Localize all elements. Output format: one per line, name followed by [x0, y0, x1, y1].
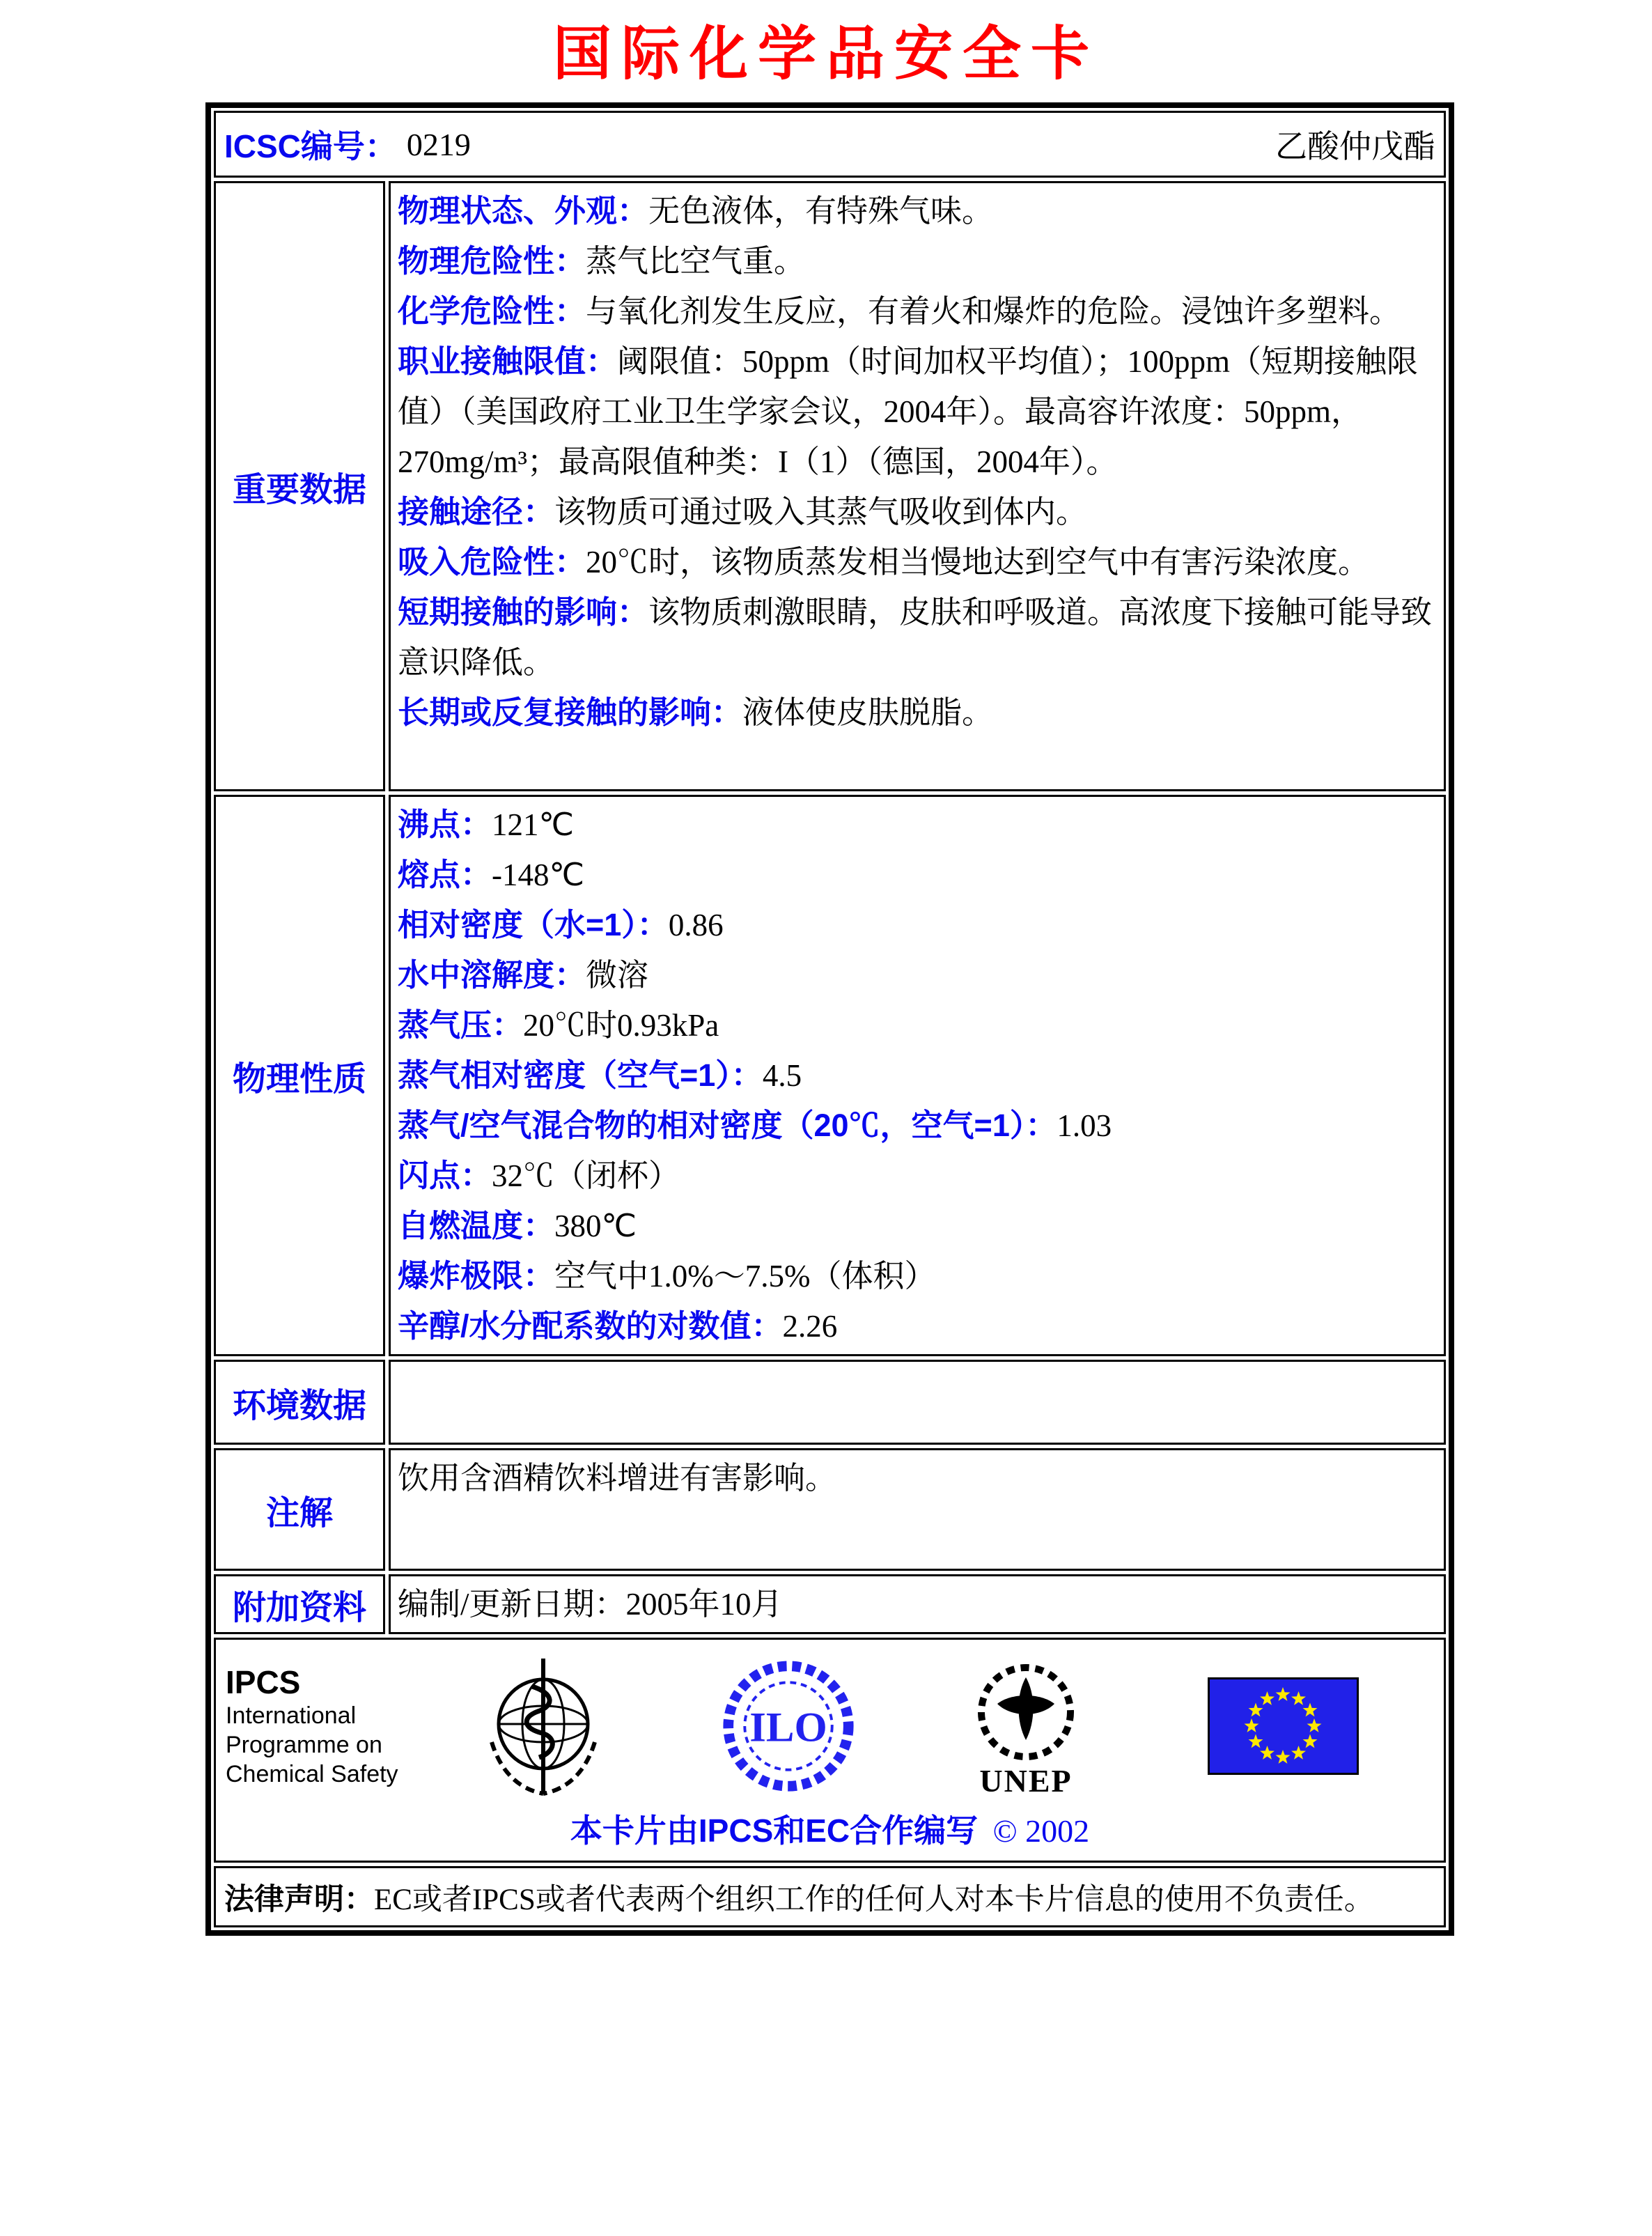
field-key: 蒸气/空气混合物的相对密度（20℃，空气=1）： [398, 1108, 1057, 1143]
section-notes [214, 1448, 1446, 1571]
field-row [398, 537, 1434, 587]
field-row [398, 487, 1434, 537]
legal-statement-label: 法律声明： [224, 1882, 374, 1916]
section-label-text: 重要数据 [232, 471, 366, 508]
field-row [398, 336, 1434, 487]
section-label-additional-info [214, 1574, 385, 1634]
field-value: 32℃（闭杯） [492, 1158, 680, 1193]
field-value: 与氧化剂发生反应，有着火和爆炸的危险。浸蚀许多塑料。 [586, 294, 1401, 329]
field-row [398, 688, 1434, 738]
section-environmental-data [214, 1360, 1446, 1445]
legal-cell [214, 1866, 1446, 1927]
section-content-notes [389, 1448, 1446, 1571]
copyright-text: © 2002 [992, 1813, 1090, 1849]
section-physical-properties [214, 795, 1446, 1356]
field-key: 长期或反复接触的影响： [398, 694, 743, 730]
unep-label: UNEP [979, 1763, 1073, 1799]
section-additional-info [214, 1574, 1446, 1634]
section-label-important-data [214, 181, 385, 791]
section-legal [214, 1866, 1446, 1927]
eu-flag-icon [1208, 1677, 1359, 1775]
who-logo-icon [483, 1654, 603, 1798]
field-value: 2.26 [782, 1309, 838, 1344]
icsc-number-label: ICSC编号： [224, 128, 397, 164]
field-row [398, 1251, 1434, 1301]
field-key: 物理危险性： [398, 243, 586, 279]
field-row [398, 1201, 1434, 1251]
section-content-environmental-data [389, 1360, 1446, 1445]
field-key: 蒸气相对密度（空气=1）： [398, 1057, 763, 1093]
ilo-monogram: ILO [749, 1704, 827, 1751]
field-row [398, 1151, 1434, 1201]
section-label-text: 附加资料 [232, 1589, 366, 1626]
field-row [398, 1050, 1434, 1101]
field-row [398, 587, 1434, 688]
chemical-name: 乙酸仲戊酯 [1275, 129, 1435, 164]
logos-cell [214, 1638, 1446, 1863]
section-content-important-data [389, 181, 1446, 791]
field-key: 相对密度（水=1）： [398, 907, 669, 942]
field-key: 编制/更新日期： [398, 1587, 626, 1622]
field-value: 380℃ [554, 1209, 637, 1243]
field-value: 蒸气比空气重。 [586, 244, 806, 279]
field-key: 水中溶解度： [398, 957, 586, 993]
field-value: 20℃时，该物质蒸发相当慢地达到空气中有害污染浓度。 [586, 545, 1370, 580]
field-key: 物理状态、外观： [398, 193, 649, 228]
field-value: 微溶 [586, 958, 649, 993]
field-value: 20℃时0.93kPa [523, 1008, 719, 1043]
field-key: 自燃温度： [398, 1208, 555, 1243]
field-key: 接触途径： [398, 494, 555, 529]
field-value: 121℃ [492, 807, 575, 842]
field-key: 闪点： [398, 1158, 492, 1193]
field-key: 辛醇/水分配系数的对数值： [398, 1308, 783, 1344]
icsc-number-value: 0219 [406, 126, 471, 162]
section-label-notes [214, 1448, 385, 1571]
field-value: 无色液体，有特殊气味。 [648, 194, 994, 228]
field-value: 该物质可通过吸入其蒸气吸收到体内。 [554, 495, 1088, 529]
field-value: 1.03 [1057, 1108, 1112, 1143]
section-label-environmental-data [214, 1360, 385, 1445]
logo-band [216, 1652, 1444, 1800]
field-key: 化学危险性： [398, 293, 586, 329]
field-key: 熔点： [398, 857, 492, 892]
field-key: 吸入危险性： [398, 544, 586, 580]
ilo-logo-icon [720, 1658, 857, 1794]
field-row [398, 950, 1434, 1000]
field-row [398, 1301, 1434, 1351]
field-row [398, 1000, 1434, 1050]
field-value: 0.86 [668, 908, 724, 942]
section-important-data [214, 181, 1446, 791]
field-value: 4.5 [762, 1058, 802, 1093]
ipcs-line: Chemical Safety [226, 1761, 398, 1787]
section-label-text: 环境数据 [232, 1387, 366, 1424]
field-value: 液体使皮肤脱脂。 [742, 695, 994, 730]
field-key: 职业接触限值： [398, 343, 618, 379]
section-label-text: 物理性质 [232, 1060, 366, 1098]
field-value: 该物质刺激眼睛，皮肤和呼吸道。高浓度下接触可能导致意识降低。 [398, 595, 1433, 680]
field-row [398, 800, 1434, 850]
icsc-card [205, 102, 1454, 1936]
credit-line [216, 1811, 1444, 1851]
section-content-additional-info [389, 1574, 1446, 1634]
section-content-physical-properties [389, 795, 1446, 1356]
field-key: 爆炸极限： [398, 1258, 555, 1294]
field-row [398, 186, 1434, 236]
field-key: 沸点： [398, 807, 492, 842]
field-value: 2005年10月 [625, 1587, 783, 1622]
field-row [398, 236, 1434, 286]
field-value: 空气中1.0%～7.5%（体积） [554, 1259, 936, 1294]
legal-statement-text: EC或者IPCS或者代表两个组织工作的任何人对本卡片信息的使用不负责任。 [374, 1883, 1374, 1916]
field-key: 蒸气压： [398, 1007, 524, 1043]
field-row [398, 286, 1434, 336]
field-row [398, 850, 1434, 900]
section-logos [214, 1638, 1446, 1863]
section-label-physical-properties [214, 795, 385, 1356]
ipcs-text-block [226, 1663, 401, 1789]
ipcs-line: International [226, 1702, 357, 1729]
page-title: 国际化学品安全卡 [552, 22, 1099, 87]
field-value: 阈限值：50ppm（时间加权平均值）；100ppm（短期接触限值）（美国政府工业卫生学家会议，2004年）。最高容许浓度：50ppm，270mg/m³；最高限值种类：I（1）（德国，2004年）。 [398, 344, 1419, 479]
field-row [398, 900, 1434, 950]
field-key: 短期接触的影响： [398, 594, 649, 630]
field-value: 饮用含酒精饮料增进有害影响。 [398, 1461, 837, 1496]
ipcs-line: Programme on [226, 1732, 382, 1758]
header-cell [214, 111, 1446, 178]
unep-logo-icon [968, 1654, 1084, 1799]
field-value: -148℃ [492, 857, 585, 892]
credit-text: 本卡片由IPCS和EC合作编写 [570, 1812, 979, 1849]
ipcs-acronym: IPCS [226, 1664, 301, 1700]
section-label-text: 注解 [265, 1494, 333, 1532]
field-row [398, 1101, 1434, 1151]
header-row [214, 111, 1446, 178]
